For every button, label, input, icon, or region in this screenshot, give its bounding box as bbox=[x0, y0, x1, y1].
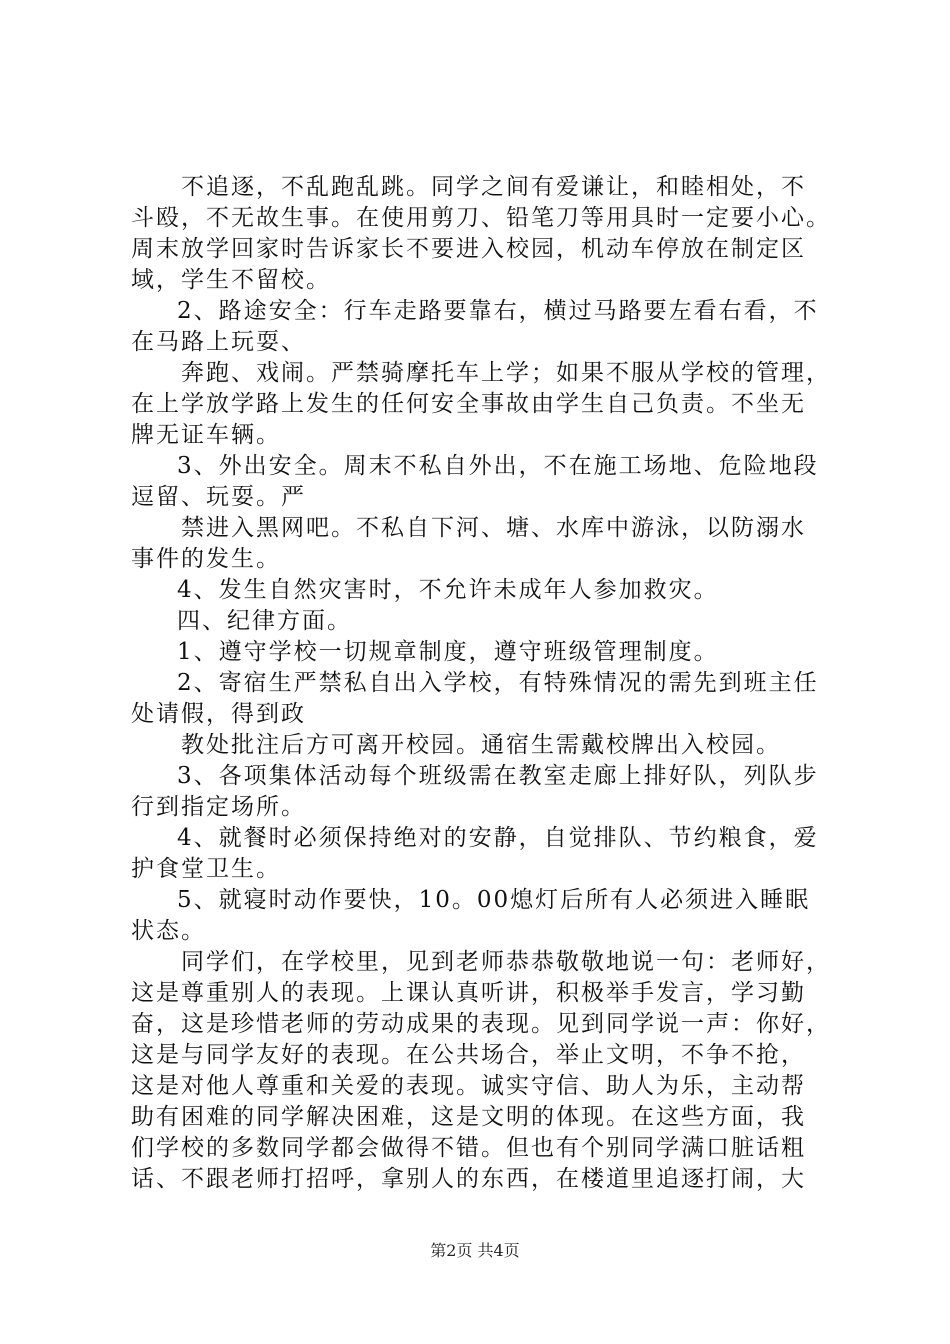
body-text bbox=[131, 172, 831, 1195]
text-line: 斗殴，不无故生事。在使用剪刀、铅笔刀等用具时一定要小心。 bbox=[131, 205, 831, 231]
text-line: 域，学生不留校。 bbox=[131, 267, 331, 293]
text-line: 牌无证车辆。 bbox=[131, 422, 281, 448]
text-line: 3、外出安全。周末不私自外出，不在施工场地、危险地段 bbox=[177, 453, 819, 479]
text-line: 奋，这是珍惜老师的劳动成果的表现。见到同学说一声：你好， bbox=[131, 1011, 831, 1037]
text-line: 在上学放学路上发生的任何安全事故由学生自己负责。不坐无 bbox=[131, 391, 806, 417]
text-line: 话、不跟老师打招呼，拿别人的东西，在楼道里追逐打闹，大 bbox=[131, 1166, 806, 1192]
section-heading: 四、纪律方面。 bbox=[177, 608, 352, 634]
text-line: 状态。 bbox=[131, 918, 206, 944]
text-line: 2、寄宿生严禁私自出入学校，有特殊情况的需先到班主任 bbox=[177, 670, 819, 696]
page-number-footer: 第2页 共4页 bbox=[430, 1241, 520, 1260]
text-line: 这是尊重别人的表现。上课认真听讲，积极举手发言，学习勤 bbox=[131, 980, 806, 1006]
text-line: 在马路上玩耍、 bbox=[131, 329, 306, 355]
text-line: 处请假，得到政 bbox=[131, 701, 306, 727]
text-line: 2、路途安全：行车走路要靠右，横过马路要左看右看，不 bbox=[177, 298, 819, 324]
text-line: 5、就寝时动作要快，10。00熄灯后所有人必须进入睡眠 bbox=[177, 887, 811, 913]
text-line: 奔跑、戏闹。严禁骑摩托车上学；如果不服从学校的管理， bbox=[181, 360, 831, 386]
text-line: 不追逐，不乱跑乱跳。同学之间有爱谦让，和睦相处，不 bbox=[181, 174, 806, 200]
text-line: 4、就餐时必须保持绝对的安静，自觉排队、节约粮食，爱 bbox=[177, 825, 819, 851]
text-line: 3、各项集体活动每个班级需在教室走廊上排好队，列队步 bbox=[177, 763, 819, 789]
text-line: 这是与同学友好的表现。在公共场合，举止文明，不争不抢， bbox=[131, 1042, 806, 1068]
text-line: 们学校的多数同学都会做得不错。但也有个别同学满口脏话粗 bbox=[131, 1135, 806, 1161]
text-line: 这是对他人尊重和关爱的表现。诚实守信、助人为乐，主动帮 bbox=[131, 1073, 806, 1099]
text-line: 逗留、玩耍。严 bbox=[131, 484, 306, 510]
text-line: 行到指定场所。 bbox=[131, 794, 306, 820]
text-line: 禁进入黑网吧。不私自下河、塘、水库中游泳，以防溺水 bbox=[181, 515, 806, 541]
text-line: 周末放学回家时告诉家长不要进入校园，机动车停放在制定区 bbox=[131, 236, 806, 262]
text-line: 同学们，在学校里，见到老师恭恭敬敬地说一句：老师好， bbox=[181, 949, 831, 975]
text-line: 事件的发生。 bbox=[131, 546, 281, 572]
text-line: 4、发生自然灾害时，不允许未成年人参加救灾。 bbox=[177, 577, 719, 603]
text-line: 助有困难的同学解决困难，这是文明的体现。在这些方面，我 bbox=[131, 1104, 806, 1130]
text-line: 1、遵守学校一切规章制度，遵守班级管理制度。 bbox=[177, 639, 719, 665]
text-line: 教处批注后方可离开校园。通宿生需戴校牌出入校园。 bbox=[181, 732, 781, 758]
text-line: 护食堂卫生。 bbox=[131, 856, 281, 882]
